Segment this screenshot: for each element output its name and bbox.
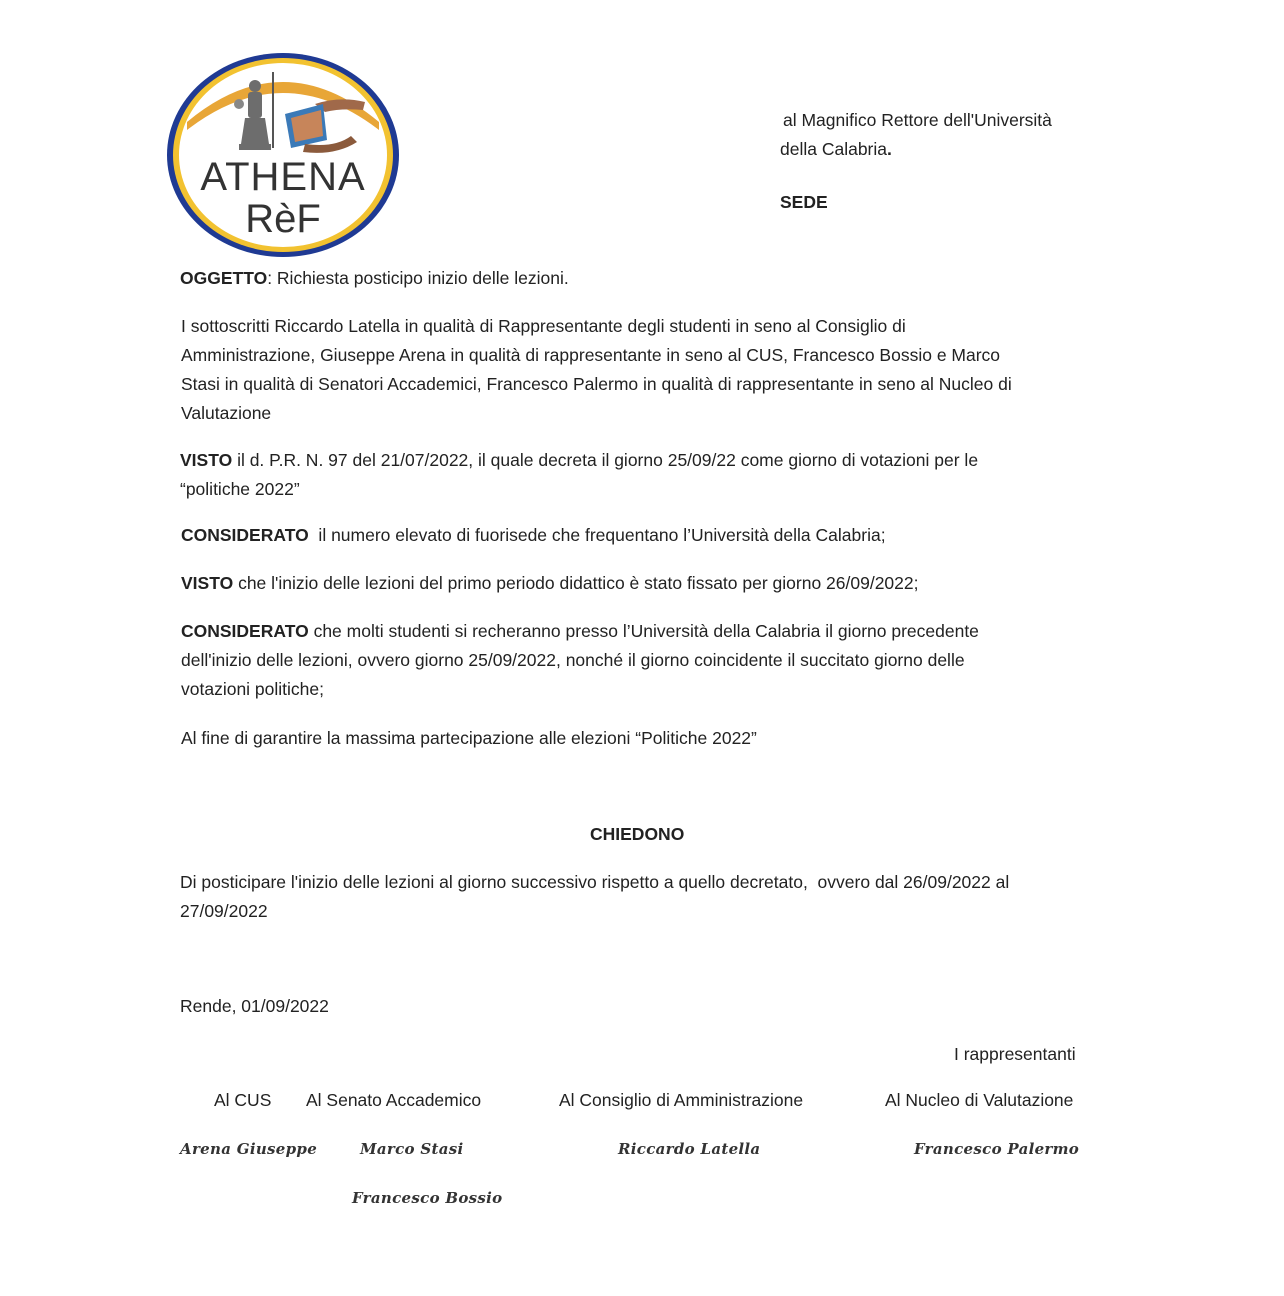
al-fine-paragraph: Al fine di garantire la massima partecipazione alle elezioni “Politiche 2022” — [181, 728, 757, 748]
intro-paragraph — [181, 312, 1091, 428]
signature-stasi: Marco Stasi — [360, 1140, 464, 1158]
considerato-2-paragraph — [181, 617, 1091, 704]
considerato-2-line-3: votazioni politiche; — [181, 679, 324, 699]
recipient-sede: SEDE — [780, 192, 828, 212]
considerato-1-label: CONSIDERATO — [181, 525, 309, 545]
considerato-2-label: CONSIDERATO — [181, 621, 309, 641]
visto-2-text: che l'inizio delle lezioni del primo periodo didattico è stato fissato per giorno 26/09/2022; — [233, 573, 919, 593]
signature-palermo: Francesco Palermo — [914, 1140, 1080, 1158]
visto-1-label: VISTO — [180, 450, 233, 470]
oggetto-label: OGGETTO — [180, 268, 268, 288]
recipient-period: . — [887, 139, 892, 159]
oggetto-text: : Richiesta posticipo inizio delle lezioni. — [267, 268, 569, 288]
group-cus: Al CUS — [214, 1090, 272, 1110]
date-line: Rende, 01/09/2022 — [180, 996, 329, 1016]
considerato-1-paragraph — [181, 521, 1091, 550]
intro-line: I sottoscritti Riccardo Latella in qualità di Rappresentante degli studenti in seno al Consiglio di — [181, 316, 906, 336]
chiedono-heading: CHIEDONO — [590, 824, 685, 844]
visto-1-paragraph — [180, 446, 1090, 504]
request-line-2: 27/09/2022 — [180, 901, 268, 921]
closing-text: I rappresentanti — [954, 1044, 1076, 1064]
visto-1-line-2: “politiche 2022” — [180, 479, 300, 499]
athena-ref-logo — [165, 52, 401, 258]
considerato-1-text: il numero elevato di fuorisede che frequentano l’Università della Calabria; — [308, 525, 886, 545]
request-paragraph — [180, 868, 1090, 926]
visto-2-label: VISTO — [181, 573, 234, 593]
visto-1-text: il d. P.R. N. 97 del 21/07/2022, il quale decreta il giorno 25/09/22 come giorno di votazioni per le — [232, 450, 979, 470]
logo-text-athena: ATHENA — [200, 155, 366, 199]
group-consiglio: Al Consiglio di Amministrazione — [559, 1090, 804, 1110]
logo-text-ref: RèF — [245, 197, 321, 241]
visto-2-paragraph — [181, 569, 1091, 598]
group-nucleo: Al Nucleo di Valutazione — [885, 1090, 1074, 1110]
group-senato: Al Senato Accademico — [306, 1090, 482, 1110]
signature-bossio: Francesco Bossio — [352, 1189, 503, 1207]
recipient-line-2 — [780, 139, 892, 160]
considerato-2-text: che molti studenti si recheranno presso l’Università della Calabria il giorno precedente — [308, 621, 979, 641]
intro-line: Amministrazione, Giuseppe Arena in qualità di rappresentante in seno al CUS, Francesco Bossio e Marco — [181, 345, 1001, 365]
oggetto-line — [180, 264, 1090, 293]
signature-latella: Riccardo Latella — [618, 1140, 761, 1158]
recipient-name: della Calabria — [780, 139, 888, 159]
recipient-line-1: al Magnifico Rettore dell'Università — [783, 110, 1052, 130]
intro-line: Valutazione — [181, 403, 272, 423]
intro-line: Stasi in qualità di Senatori Accademici, Francesco Palermo in qualità di rappresentante in seno al Nucleo di — [181, 374, 1012, 394]
signature-arena: Arena Giuseppe — [180, 1140, 318, 1158]
request-line-1: Di posticipare l'inizio delle lezioni al giorno successivo rispetto a quello decretato, ovvero dal 26/09/2022 al — [180, 872, 1010, 892]
considerato-2-line-2: dell'inizio delle lezioni, ovvero giorno 25/09/2022, nonché il giorno coincidente il succitato giorno delle — [181, 650, 965, 670]
